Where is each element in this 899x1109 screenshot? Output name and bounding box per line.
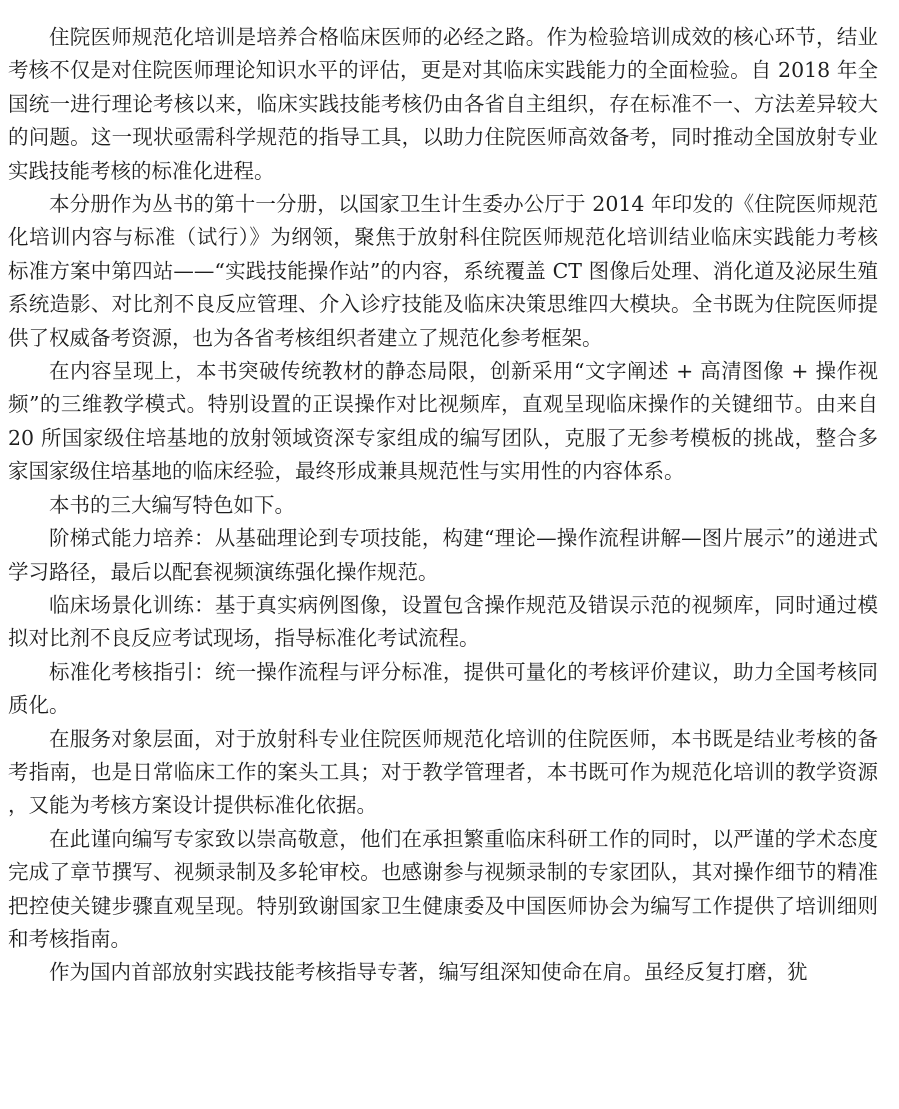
paragraph-intro: 住院医师规范化培训是培养合格临床医师的必经之路。作为检验培训成效的核心环节，结业考核不仅是对住院医师理论知识水平的评估，更是对其临床实践能力的全面检验。自 2018 年全国统一进行理论考核以来，临床实践技能考核仍由各省自主组织，存在标准不一、方法差异较大的问题。这一现状亟需科学规范的指导工具，以助力住院医师高效备考，同时推动全国放射专业实践技能考核的标准化进程。	[8, 25, 878, 183]
paragraph-audience: 在服务对象层面，对于放射科专业住院医师规范化培训的住院医师，本书既是结业考核的备考指南，也是日常临床工作的案头工具；对于教学管理者，本书既可作为规范化培训的教学资源，又能为考核方案设计提供标准化依据。	[8, 726, 878, 818]
paragraph-feature-stepwise: 阶梯式能力培养：从基础理论到专项技能，构建“理论—操作流程讲解—图片展示”的递进式学习路径，最后以配套视频演练强化操作规范。	[8, 526, 878, 584]
paragraph-scope: 本分册作为丛书的第十一分册，以国家卫生计生委办公厅于 2014 年印发的《住院医师规范化培训内容与标准（试行）》为纲领，聚焦于放射科住院医师规范化培训结业临床实践能力考核标准方案中第四站——“实践技能操作站”的内容，系统覆盖 CT 图像后处理、消化道及泌尿生殖系统造影、对比剂不良反应管理、介入诊疗技能及临床决策思维四大模块。全书既为住院医师提供了权威备考资源，也为各省考核组织者建立了规范化参考框架。	[8, 192, 878, 350]
paragraph-feature-clinical: 临床场景化训练：基于真实病例图像，设置包含操作规范及错误示范的视频库，同时通过模拟对比剂不良反应考试现场，指导标准化考试流程。	[8, 592, 878, 651]
preface-body	[8, 21, 878, 990]
paragraph-presentation: 在内容呈现上，本书突破传统教材的静态局限，创新采用“文字阐述 + 高清图像 + 操作视频”的三维教学模式。特别设置的正误操作对比视频库，直观呈现临床操作的关键细节。由来自 20 所国家级住培基地的放射领域资深专家组成的编写团队，克服了无参考模板的挑战，整合多家国家级住培基地的临床经验，最终形成兼具规范性与实用性的内容体系。	[8, 359, 878, 484]
paragraph-acknowledgements: 在此谨向编写专家致以崇高敬意，他们在承担繁重临床科研工作的同时，以严谨的学术态度完成了章节撰写、视频录制及多轮审校。也感谢参与视频录制的专家团队，其对操作细节的精准把控使关键步骤直观呈现。特别致谢国家卫生健康委及中国医师协会为编写工作提供了培训细则和考核指南。	[8, 826, 878, 951]
paragraph-closing: 作为国内首部放射实践技能考核指导专著，编写组深知使命在肩。虽经反复打磨，犹	[49, 960, 808, 985]
paragraph-features-heading: 本书的三大编写特色如下。	[49, 492, 295, 517]
paragraph-feature-standardized: 标准化考核指引：统一操作流程与评分标准，提供可量化的考核评价建议，助力全国考核同质化。	[8, 659, 878, 718]
